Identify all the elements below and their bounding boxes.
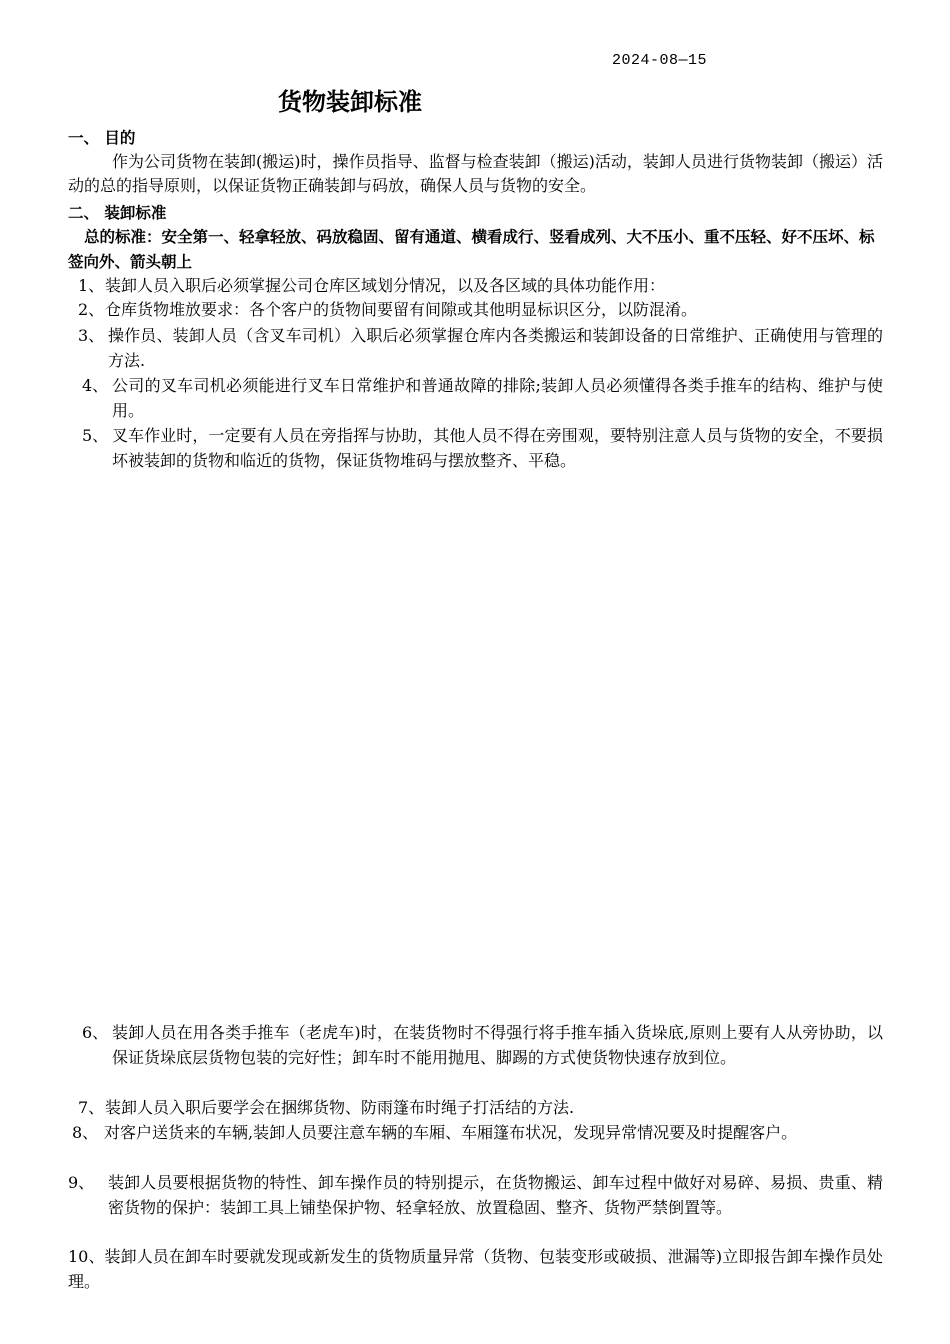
item-number: 10、 bbox=[68, 1247, 105, 1266]
item-text: 装卸人员入职后必须掌握公司仓库区域划分情况，以及各区域的具体功能作用： bbox=[105, 276, 666, 295]
list-item bbox=[78, 298, 883, 322]
item-text: 仓库货物堆放要求：各个客户的货物间要留有间隙或其他明显标识区分，以防混淆。 bbox=[105, 300, 698, 319]
item-number: 2、 bbox=[78, 300, 105, 319]
section-heading-standards: 二、 装卸标准 bbox=[68, 204, 167, 222]
document-title: 货物装卸标准 bbox=[278, 88, 422, 116]
list-item bbox=[72, 1120, 883, 1145]
list-item bbox=[78, 274, 883, 298]
document-date: 2024-08—15 bbox=[612, 52, 708, 69]
list-item bbox=[68, 1170, 883, 1220]
item-number: 8、 bbox=[72, 1123, 99, 1142]
item-number: 6、 bbox=[82, 1023, 109, 1042]
list-item bbox=[68, 1244, 883, 1294]
item-text: 装卸人员要根据货物的特性、卸车操作员的特别提示，在货物搬运、卸车过程中做好对易碎、易损、贵重、精密货物的保护：装卸工具上铺垫保护物、轻拿轻放、放置稳固、整齐、货物严禁倒置等。 bbox=[108, 1173, 883, 1217]
item-text: 叉车作业时，一定要有人员在旁指挥与协助，其他人员不得在旁围观，要特别注意人员与货物的安全，不要损坏被装卸的货物和临近的货物，保证货物堆码与摆放整齐、平稳。 bbox=[112, 426, 883, 470]
item-text: 对客户送货来的车辆,装卸人员要注意车辆的车厢、车厢篷布状况，发现异常情况要及时提醒客户。 bbox=[104, 1123, 798, 1142]
section-purpose bbox=[68, 126, 883, 198]
purpose-paragraph: 作为公司货物在装卸(搬运)时，操作员指导、监督与检查装卸（搬运)活动，装卸人员进行货物装卸（搬运）活动的总的指导原则，以保证货物正确装卸与码放，确保人员与货物的安全。 bbox=[68, 152, 883, 195]
item-text: 操作员、装卸人员（含叉车司机）入职后必须掌握仓库内各类搬运和装卸设备的日常维护、正确使用与管理的方法. bbox=[108, 326, 883, 370]
item-text: 装卸人员在卸车时要就发现或新发生的货物质量异常（货物、包装变形或破损、泄漏等)立即报告卸车操作员处理。 bbox=[68, 1247, 883, 1291]
item-number: 7、 bbox=[78, 1098, 105, 1117]
item-text: 装卸人员在用各类手推车（老虎车)时，在装货物时不得强行将手推车插入货垛底,原则上要有人从旁协助，以保证货垛底层货物包装的完好性；卸车时不能用抛甩、脚踢的方式使货物快速存放到位。 bbox=[112, 1023, 883, 1067]
item-number: 5、 bbox=[82, 426, 109, 445]
item-number: 9、 bbox=[68, 1173, 95, 1192]
list-item bbox=[82, 423, 883, 473]
item-number: 3、 bbox=[78, 326, 105, 345]
list-item bbox=[78, 1096, 883, 1120]
item-number: 4、 bbox=[82, 376, 109, 395]
item-text: 装卸人员入职后要学会在捆绑货物、防雨篷布时绳子打活结的方法. bbox=[105, 1098, 575, 1117]
section-standards bbox=[68, 201, 883, 275]
item-number: 1、 bbox=[78, 276, 105, 295]
general-standard-summary: 总的标准：安全第一、轻拿轻放、码放稳固、留有通道、横看成行、竖看成列、大不压小、重不压轻、好不压坏、标签向外、箭头朝上 bbox=[68, 228, 875, 271]
list-item bbox=[82, 1020, 883, 1070]
list-item bbox=[78, 323, 883, 373]
section-heading-purpose: 一、 目的 bbox=[68, 129, 136, 147]
list-item bbox=[82, 373, 883, 423]
item-text: 公司的叉车司机必须能进行叉车日常维护和普通故障的排除;装卸人员必须懂得各类手推车的结构、维护与使用。 bbox=[112, 376, 883, 420]
